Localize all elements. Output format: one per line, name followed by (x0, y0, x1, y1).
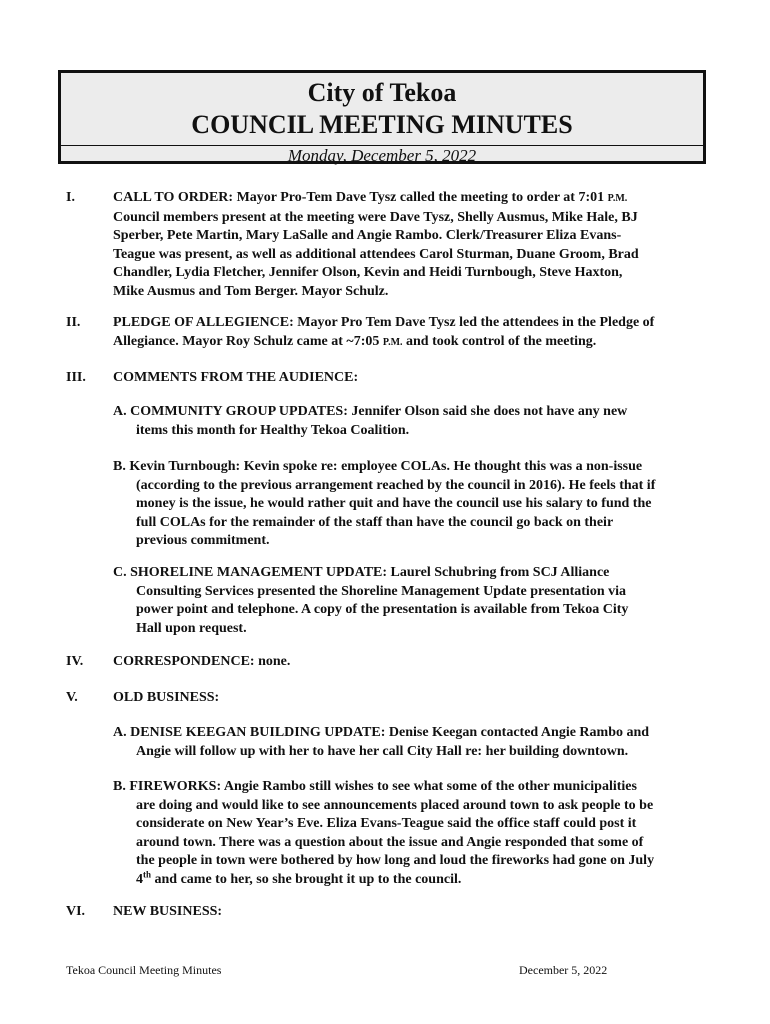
text-line: Allegiance. Mayor Roy Schulz came at ~7:05 P.M. and took control of the meeting. (113, 333, 597, 349)
title-box (58, 70, 706, 164)
subsection-shoreline (113, 564, 628, 638)
text-line: Council members present at the meeting were Dave Tysz, Shelly Ausmus, Mike Hale, BJ (113, 209, 638, 225)
subsection-keegan-building (113, 724, 649, 761)
text-line: 4th and came to her, so she brought it up to the council. (136, 868, 462, 887)
subsection-kevin-turnbough (113, 458, 655, 551)
footer-date: December 5, 2022 (519, 963, 608, 977)
section-numeral-4: IV. (66, 654, 84, 669)
text-line: C. SHORELINE MANAGEMENT UPDATE: Laurel Schubring from SCJ Alliance (113, 565, 610, 580)
meeting-date: Monday, December 5, 2022 (287, 146, 477, 165)
text-line: items this month for Healthy Tekoa Coalition. (136, 422, 410, 438)
section-heading-new-business: NEW BUSINESS: (113, 904, 223, 919)
text-line: full COLAs for the remainder of the staff than have the council go back on their (136, 514, 614, 530)
text-line: B. Kevin Turnbough: Kevin spoke re: employee COLAs. He thought this was a non-issue (113, 459, 643, 474)
text-line: Teague was present, as well as additional attendees Carol Sturman, Duane Groom, Brad (113, 246, 639, 262)
section-numeral-2: II. (66, 315, 81, 330)
text-line: Sperber, Pete Martin, Mary LaSalle and Angie Rambo. Clerk/Treasurer Eliza Evans- (113, 228, 622, 243)
text-line: the people in town were bothered by how long and loud the fireworks had gone on July (136, 853, 655, 868)
text-line: are doing and would like to see announcements placed around town to ask people to be (136, 797, 654, 813)
text-line: around town. There was a question about the issue and Angie responded that some of (136, 834, 644, 850)
text-line: Chandler, Lydia Fletcher, Jennifer Olson, Kevin and Heidi Turnbough, Steve Haxton, (113, 265, 623, 280)
text-line: Mike Ausmus and Tom Berger. Mayor Schulz. (113, 283, 389, 299)
text-line: previous commitment. (136, 533, 270, 548)
text-line: PLEDGE OF ALLEGIENCE: Mayor Pro Tem Dave Tysz led the attendees in the Pledge of (113, 315, 655, 330)
text-line: CALL TO ORDER: Mayor Pro-Tem Dave Tysz called the meeting to order at 7:01 P.M. (113, 190, 628, 205)
section-numeral-3: III. (66, 370, 86, 385)
text-line: considerate on New Year’s Eve. Eliza Evans-Teague said the office staff could post it (136, 816, 637, 831)
text-line: A. DENISE KEEGAN BUILDING UPDATE: Denise Keegan contacted Angie Rambo and (113, 725, 650, 740)
subsection-community-group (113, 403, 627, 440)
section-numeral-1: I. (66, 190, 75, 205)
text-line: (according to the previous arrangement reached by the council in 2016). He feels that if (136, 477, 656, 493)
footer-document-name: Tekoa Council Meeting Minutes (66, 963, 222, 977)
section-numeral-5: V. (66, 690, 78, 705)
section-numeral-6: VI. (66, 904, 86, 919)
text-line: A. COMMUNITY GROUP UPDATES: Jennifer Olson said she does not have any new (113, 404, 628, 419)
section-call-to-order (113, 189, 639, 301)
section-correspondence: CORRESPONDENCE: none. (113, 654, 291, 669)
section-pledge (113, 314, 654, 352)
section-heading-comments: COMMENTS FROM THE AUDIENCE: (113, 370, 359, 385)
section-heading-old-business: OLD BUSINESS: (113, 690, 220, 705)
text-line: Angie will follow up with her to have her call City Hall re: her building downtown. (136, 743, 629, 759)
city-name: City of Tekoa (307, 78, 457, 107)
text-line: Hall upon request. (136, 620, 247, 636)
subsection-fireworks (113, 778, 654, 889)
text-line: money is the issue, he would rather quit and have the council use his salary to fund the (136, 496, 652, 511)
document-title: COUNCIL MEETING MINUTES (191, 110, 573, 139)
text-line: B. FIREWORKS: Angie Rambo still wishes to see what some of the other municipalities (113, 779, 637, 794)
text-line: power point and telephone. A copy of the presentation is available from Tekoa City (136, 602, 629, 617)
text-line: Consulting Services presented the Shoreline Management Update presentation via (136, 583, 626, 599)
